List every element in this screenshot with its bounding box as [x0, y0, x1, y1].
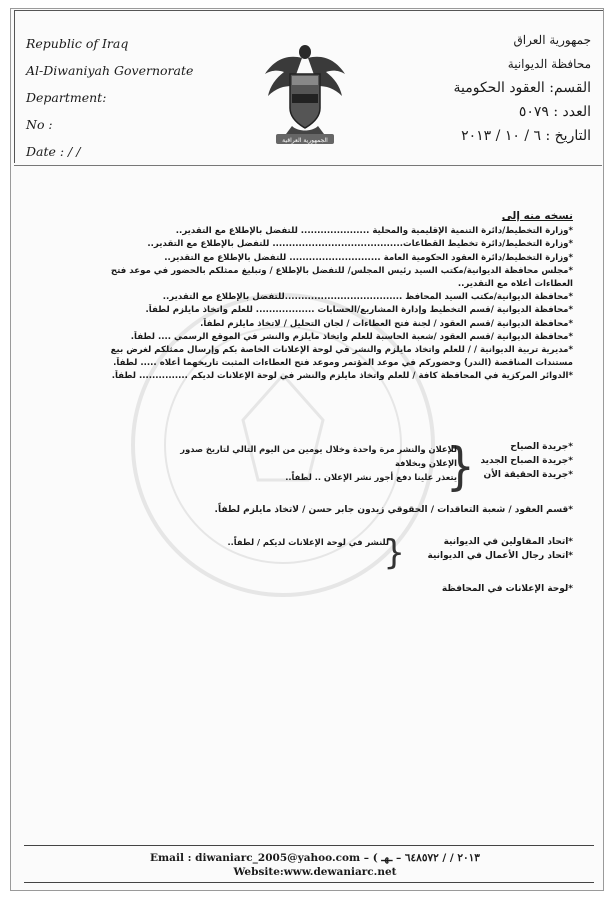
union-note: للنشر في لوحة الإعلانات لديكم / لطفاً.. [227, 537, 389, 547]
recipient-line: *مديرية تربية الديوانية / / للعلم واتخاذ مايلزم والنشر في لوحة الإعلانات الخاصة بكم وإرسال ممثلكم لغرض بيع [110, 345, 573, 356]
recipient-line: *محافظة الديوانية /قسم العقود /شعبة الحاسبة للعلم واتخاذ مايلزم والنشر في الموقع الرسمي .... لطفاً. [130, 331, 573, 342]
newspaper-note-line: يتعذر علينا دفع أجور نشر الإعلان .. لطفاً.. [285, 472, 457, 482]
header-right [453, 28, 591, 148]
copy-to-heading: نسخه منه إلى [501, 210, 573, 222]
emblem-caption: الجمهورية العراقية [282, 137, 328, 144]
union-list [428, 535, 573, 563]
department-arabic: القسم: العقود الحكومية [453, 80, 591, 96]
newspaper-list [480, 440, 573, 482]
date-arabic: التاريخ : ٦ / ١٠ / ٢٠١٣ [461, 128, 591, 144]
recipient-line: *وزارة التخطيط/دائرة تخطيط القطاعات........................................ للتفضل بالإطلاع مع التقدير.. [147, 239, 573, 250]
recipient-line: *مجلس محافظة الديوانية/مكتب السيد رئيس المجلس/ للتفضل بالإطلاع / وتبليغ ممثلكم بالحضور في موعد فتح [110, 265, 573, 276]
union-item: *اتحاد رجال الأعمال في الديوانية [427, 551, 573, 561]
recipient-line: *محافظة الديوانية /قسم العقود / لجنة فتح العطاءات / لجان التحليل / لاتخاذ مايلزم لطفاً. [200, 318, 573, 329]
newspaper-item: *جريدة الصباح الجديد [480, 456, 573, 466]
union-item: *اتحاد المقاولين في الديوانية [443, 537, 573, 547]
curly-brace-icon: } [445, 436, 475, 496]
recipient-line: *محافظة الديوانية/مكتب السيد المحافظ ....................................للتفضل بالإطلاع مع التقدير.. [162, 292, 573, 303]
footer-phone: ٦٤٨٥٧٢ – ـهـ [381, 852, 439, 864]
number-label: No : [26, 117, 53, 132]
newspaper-item: *جريدة الحقيقة الأن [483, 470, 573, 480]
footer-bottom-divider [24, 882, 594, 883]
distribution-list [23, 210, 573, 384]
contracts-line: *قسم العقود / شعبة التعاقدات / الحقوقي زيدون جابر حسن / لاتخاذ مايلزم لطفاً. [214, 505, 573, 515]
governorate-arabic: محافظة الديوانية [507, 57, 591, 71]
curly-brace-icon: } [383, 533, 405, 573]
eagle-emblem-icon [262, 40, 348, 148]
republic-arabic: جمهورية العراق [513, 33, 591, 47]
header-left [26, 30, 193, 165]
unions-block [53, 535, 573, 575]
notice-board-line: *لوحة الإعلانات في المحافظة [441, 584, 573, 594]
date-label: Date : / / [26, 144, 81, 159]
recipient-line: *محافظة الديوانية /قسم التخطيط وإدارة المشاريع/الحسابات .................. للعلم واتخاذ مايلزم لطفاً. [145, 305, 573, 316]
number-arabic: العدد : ٥٠٧٩ [518, 104, 591, 120]
header-divider [14, 165, 602, 166]
footer-website: Website:www.dewaniarc.net [233, 866, 397, 878]
footer-divider [24, 845, 594, 846]
recipient-line: *الدوائر المركزية في المحافظة كافة / للعلم واتخاذ مايلزم والنشر في لوحة الإعلانات لديكم ............... لطفاً. [111, 371, 573, 382]
footer-date: ( ٢٠١٣ / / [372, 852, 480, 864]
governorate-name: Al-Diwaniyah Governorate [26, 63, 194, 78]
recipient-line: *وزارة التخطيط/دائرة العقود الحكومية العامة ............................ للتفضل بالإطلاع مع التقدير.. [164, 252, 573, 263]
newspaper-note-line: للإعلان والنشر مرة واحدة وخلال يومين من اليوم التالي لتاريخ صدور الإعلان وبخلافة [180, 444, 457, 468]
footer-email: Email : diwaniarc_2005@yahoo.com – [150, 852, 370, 864]
recipient-line: العطاءات أعلاه مع التقدير.. [457, 279, 573, 290]
footer [90, 851, 540, 879]
department-label: Department: [26, 90, 107, 105]
newspapers-block [53, 436, 573, 496]
recipient-line: *وزارة التخطيط/دائرة التنمية الإقليمية والمحلية ..................... للتفضل بالإطلاع مع التقدير.. [175, 226, 573, 237]
recipient-line: مستندات المناقصة (الندر) وحضوركم في موعد المؤتمر وموعد فتح العطاءات المثبت تاريخهما أعلاه ..... لطفاً. [113, 358, 573, 369]
newspaper-item: *جريدة الصباح [510, 442, 573, 452]
country-name: Republic of Iraq [26, 36, 129, 51]
newspaper-note [157, 442, 457, 484]
